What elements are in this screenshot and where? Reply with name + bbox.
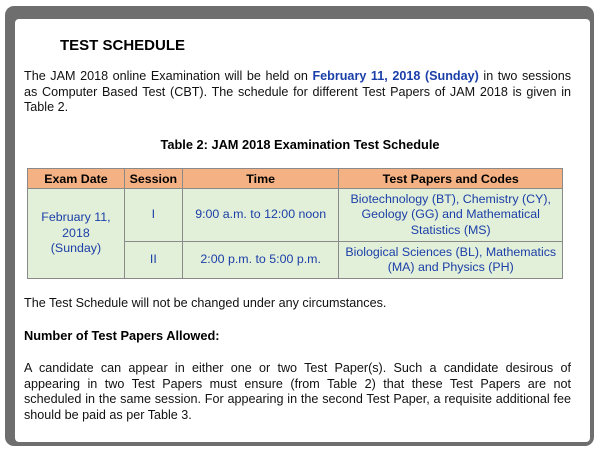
session-cell: I xyxy=(124,189,182,242)
body-paragraph: A candidate can appear in either one or two Test Paper(s). Such a candidate desirous of appearing in two Test Papers must ensure (from Table 2) that these Test Papers are not scheduled in the same session. For appearing in the second Test Paper, a requisite additional fee should be paid as per Table 3. xyxy=(24,361,571,422)
table-caption: Table 2: JAM 2018 Examination Test Schedule xyxy=(160,137,440,152)
subheading: Number of Test Papers Allowed: xyxy=(24,328,220,343)
time-cell: 2:00 p.m. to 5:00 p.m. xyxy=(182,242,339,279)
header-test-papers: Test Papers and Codes xyxy=(339,169,563,189)
section-heading: TEST SCHEDULE xyxy=(60,37,186,54)
header-exam-date: Exam Date xyxy=(28,169,125,189)
exam-date-highlight: February 11, 2018 (Sunday) xyxy=(312,69,479,83)
papers-cell: Biotechnology (BT), Chemistry (CY), Geology (GG) and Mathematical Statistics (MS) xyxy=(339,189,563,242)
header-time: Time xyxy=(182,169,339,189)
papers-cell: Biological Sciences (BL), Mathematics (MA) and Physics (PH) xyxy=(339,242,563,279)
table-header-row xyxy=(28,169,563,189)
time-cell: 9:00 a.m. to 12:00 noon xyxy=(182,189,339,242)
exam-date-cell: February 11, 2018 (Sunday) xyxy=(28,189,125,279)
session-cell: II xyxy=(124,242,182,279)
intro-paragraph xyxy=(24,69,571,116)
header-session: Session xyxy=(124,169,182,189)
intro-text-after: in two sessions as Computer Based Test (CBT). The schedule for different Test Papers of JAM 2018 is given in Table 2. xyxy=(24,69,571,114)
schedule-table xyxy=(27,168,563,279)
table-row xyxy=(28,189,563,242)
note-paragraph: The Test Schedule will not be changed under any circumstances. xyxy=(24,296,387,310)
intro-text-before: The JAM 2018 online Examination will be held on xyxy=(24,69,313,83)
